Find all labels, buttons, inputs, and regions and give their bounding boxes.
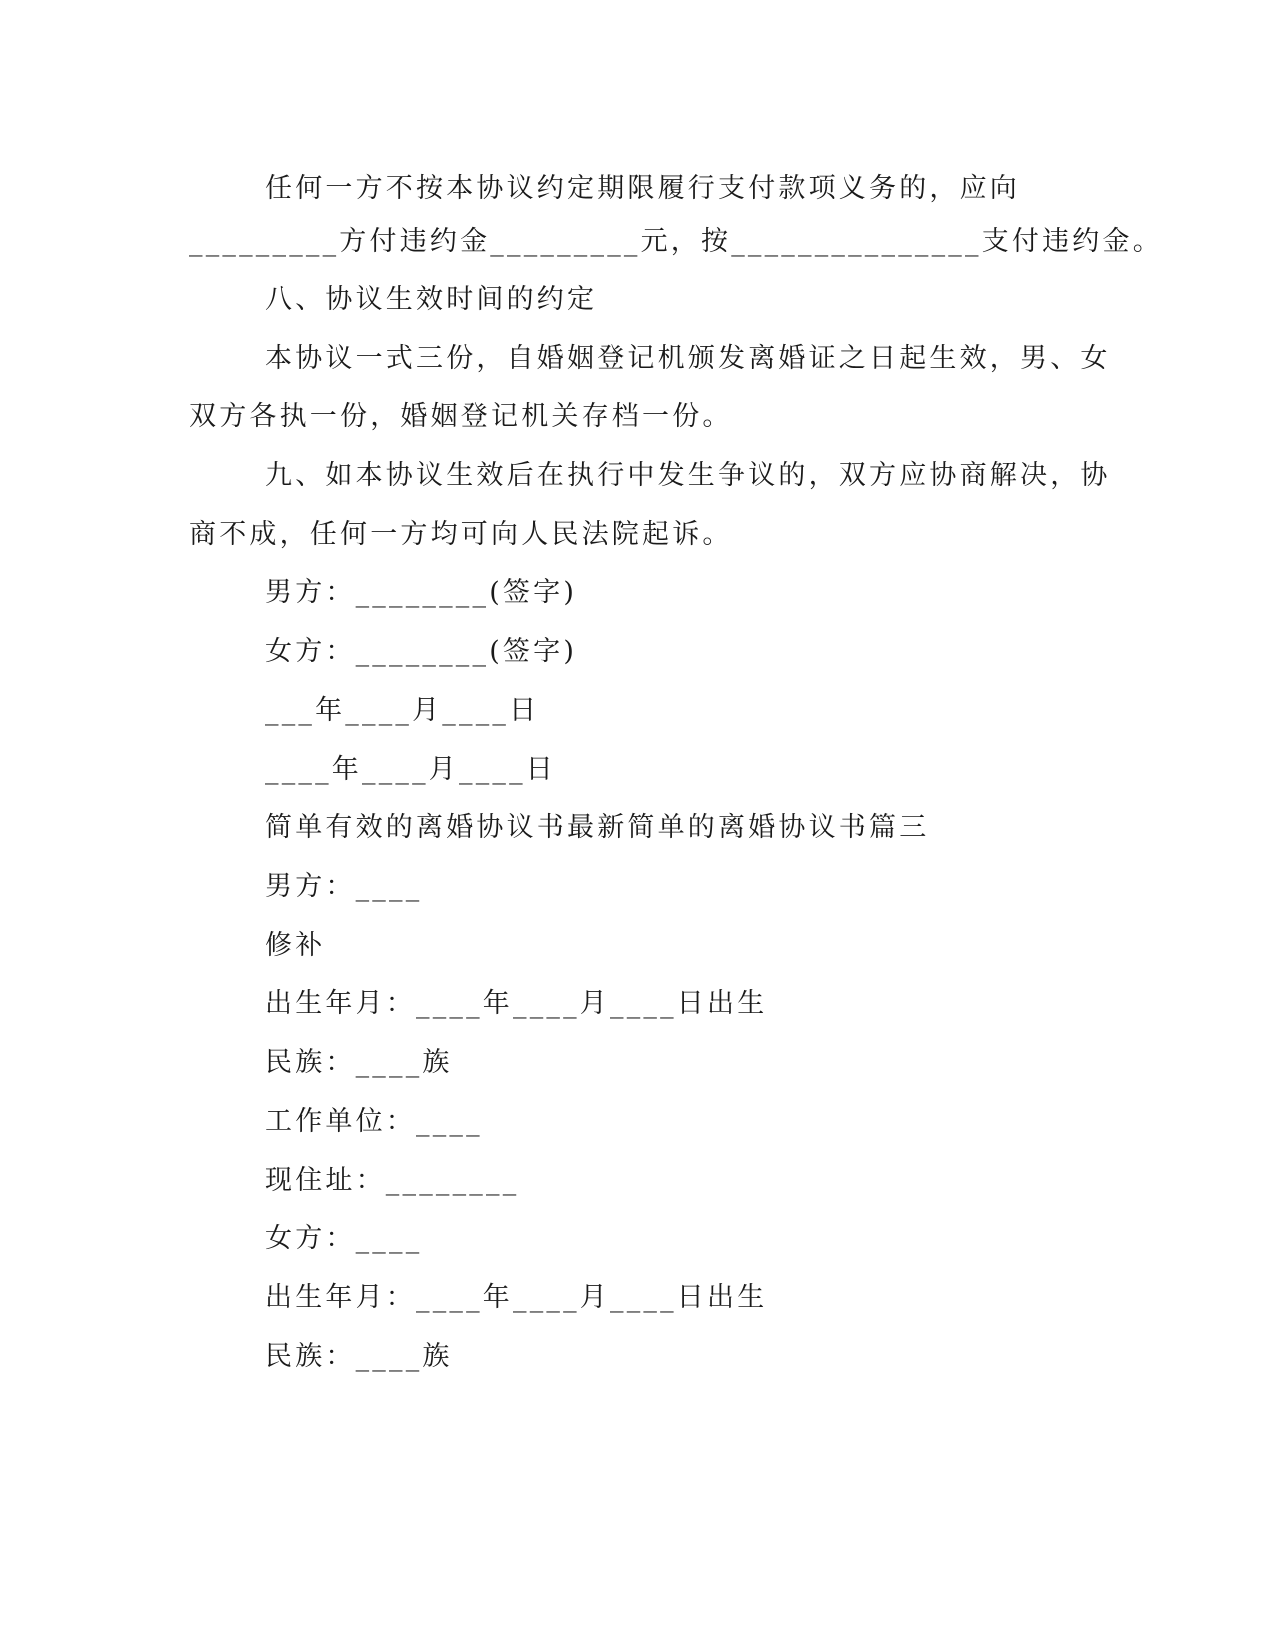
penalty-clause-line-2: _________方付违约金_________元，按_______________支付违约金。: [189, 226, 1163, 257]
section-nine-line-1: 九、如本协议生效后在执行中发生争议的，双方应协商解决，协: [265, 460, 1111, 491]
male-note-line: 修补: [265, 930, 326, 961]
male-name-line: 男方：____: [265, 871, 423, 902]
male-signature-line: 男方：________(签字): [265, 577, 578, 608]
female-signature-line: 女方：________(签字): [265, 636, 578, 667]
section-eight-heading: 八、协议生效时间的约定: [265, 284, 598, 315]
effective-clause-line-1: 本协议一式三份，自婚姻登记机颁发离婚证之日起生效，男、女: [265, 343, 1111, 374]
female-name-line: 女方：____: [265, 1223, 423, 1254]
effective-clause-line-2: 双方各执一份，婚姻登记机关存档一份。: [189, 401, 733, 432]
female-ethnicity-line: 民族：____族: [265, 1341, 453, 1372]
male-birth-line: 出生年月：____年____月____日出生: [265, 988, 768, 1019]
male-address-line: 现住址：________: [265, 1165, 520, 1196]
date-line-1: ___年____月____日: [265, 695, 540, 726]
male-ethnicity-line: 民族：____族: [265, 1047, 453, 1078]
female-birth-line: 出生年月：____年____月____日出生: [265, 1282, 768, 1313]
date-line-2: ____年____月____日: [265, 754, 556, 785]
male-workplace-line: 工作单位：____: [265, 1106, 483, 1137]
section-nine-line-2: 商不成，任何一方均可向人民法院起诉。: [189, 519, 733, 550]
penalty-clause-line-1: 任何一方不按本协议约定期限履行支付款项义务的，应向: [265, 173, 1020, 204]
section-title: 简单有效的离婚协议书最新简单的离婚协议书篇三: [265, 812, 930, 843]
